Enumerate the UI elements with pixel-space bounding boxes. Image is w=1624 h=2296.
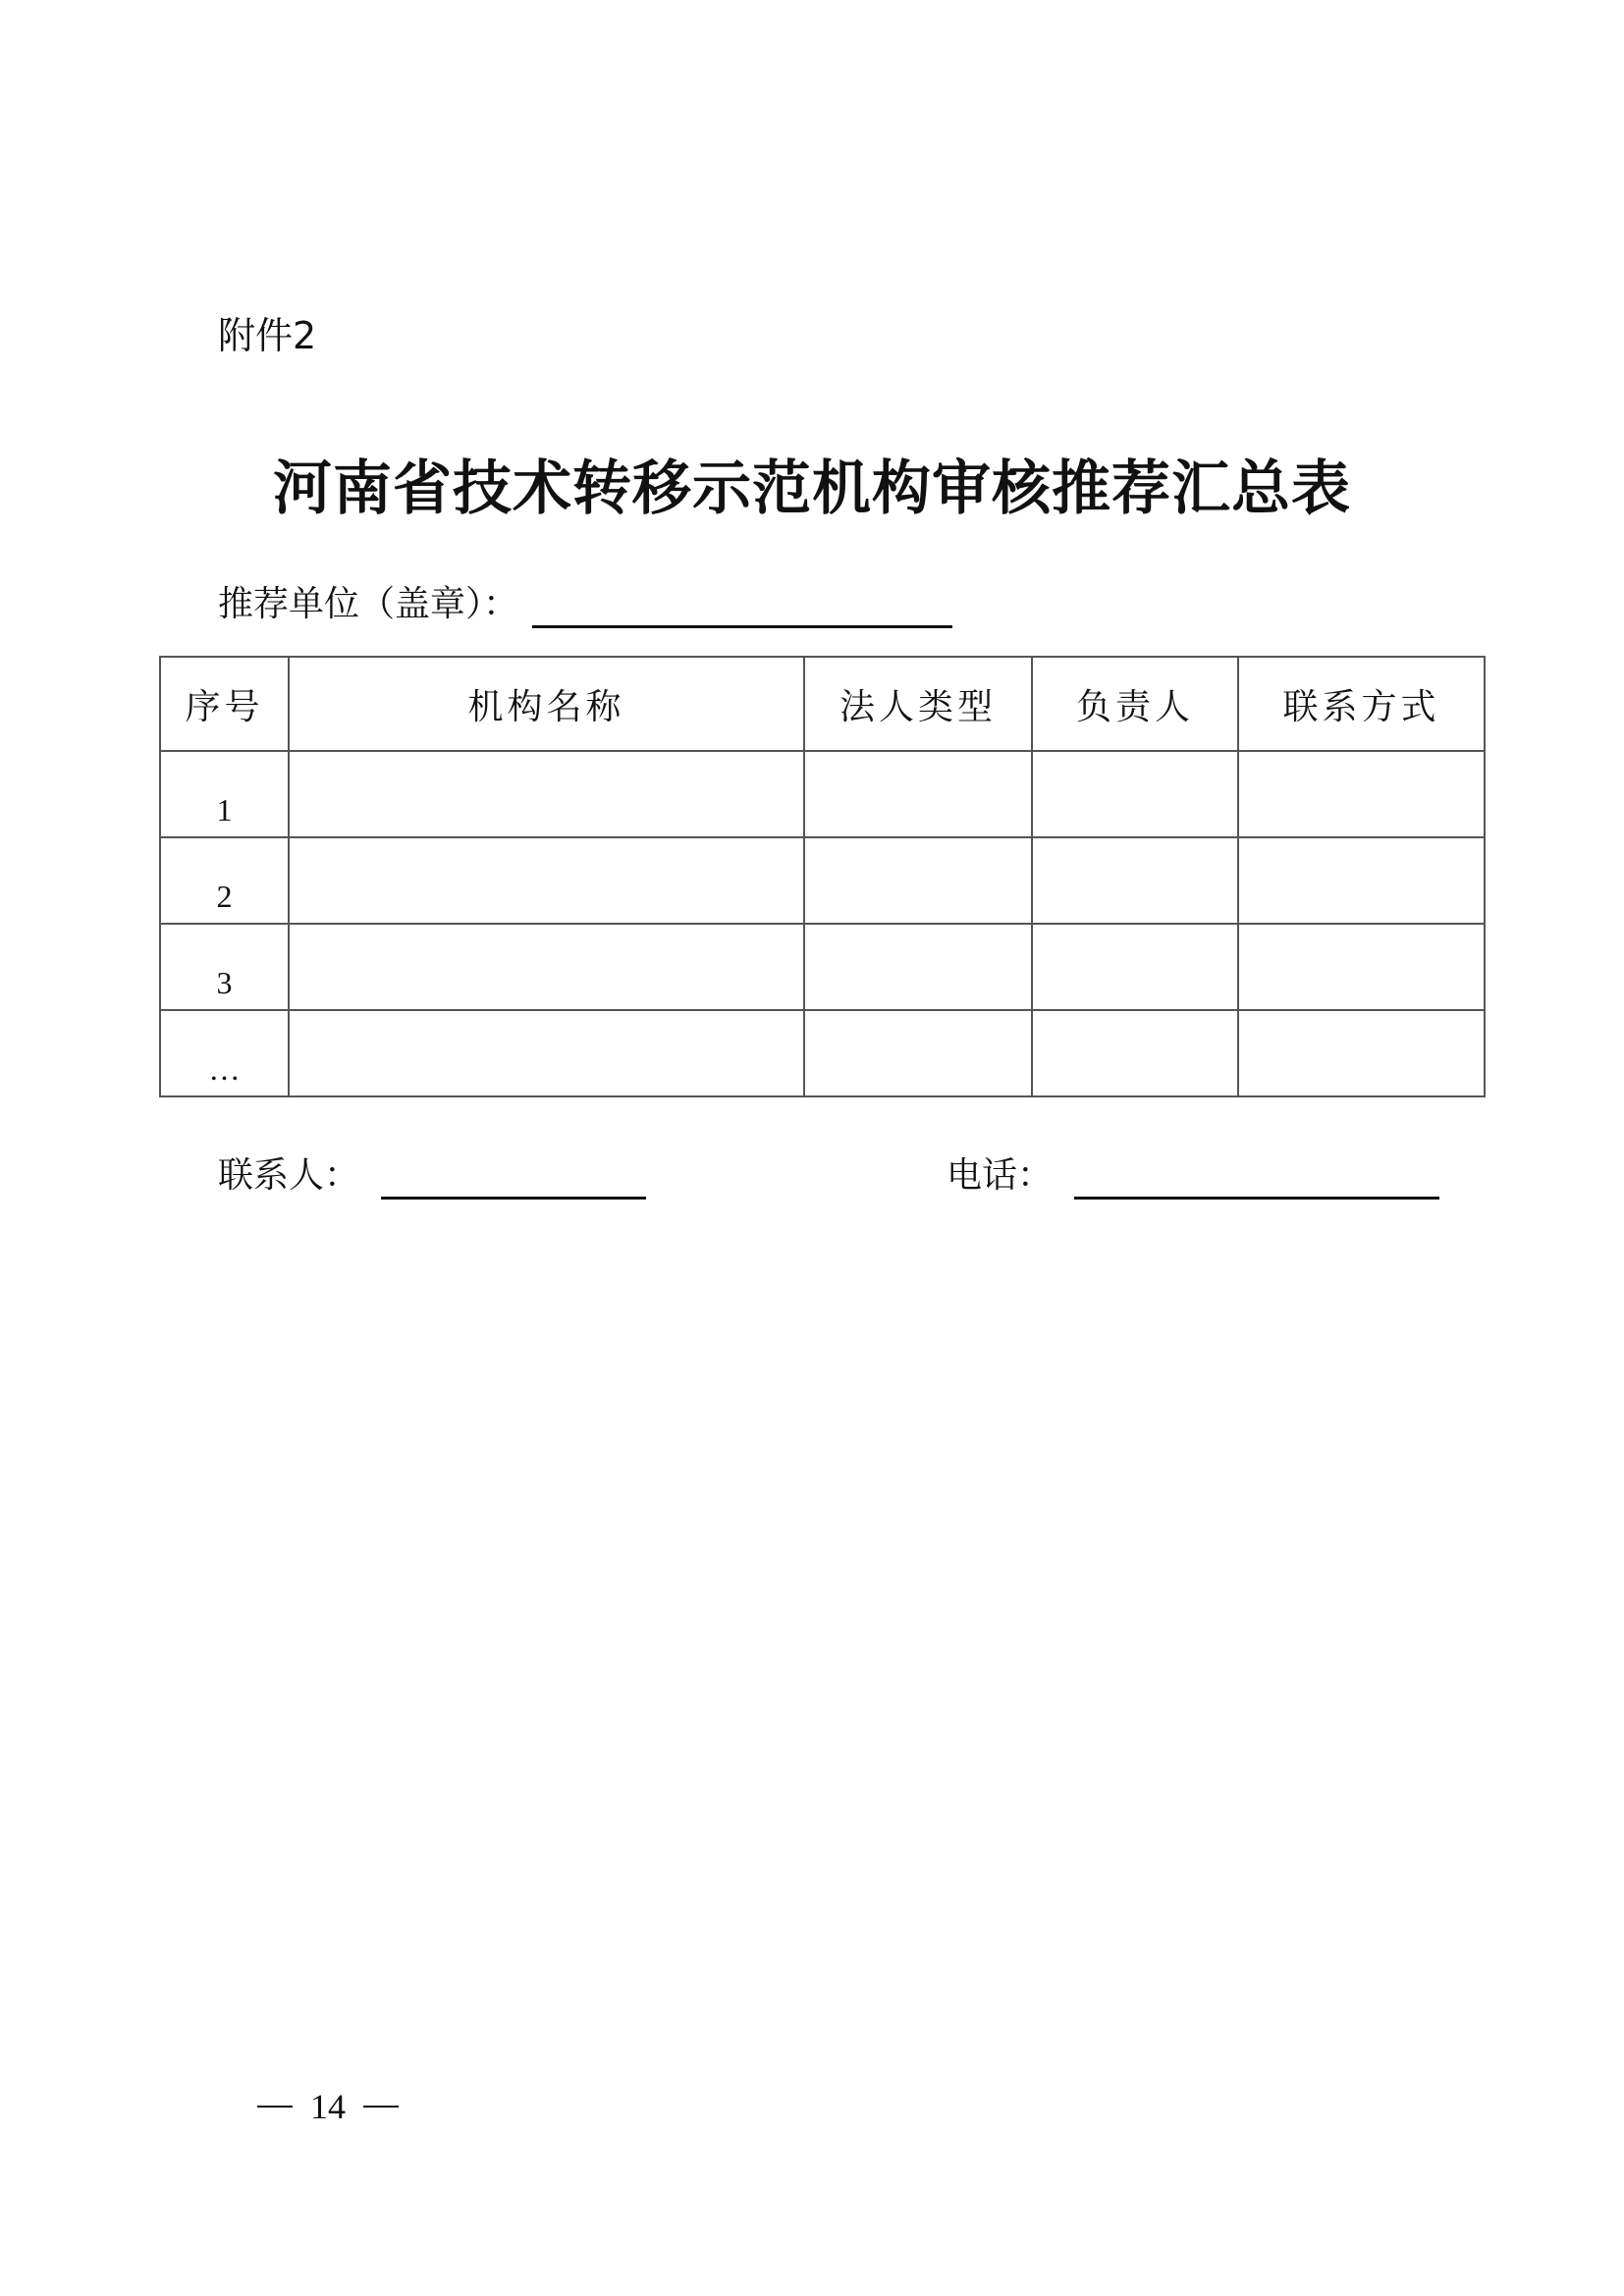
- contact-person-line: [218, 1148, 646, 1200]
- row-person-cell[interactable]: [1032, 751, 1238, 837]
- header-seq: 序号: [160, 657, 289, 751]
- phone-field[interactable]: [1074, 1157, 1439, 1200]
- row-contact-cell[interactable]: [1238, 924, 1485, 1010]
- row-person-cell[interactable]: [1032, 1010, 1238, 1096]
- phone-line: [947, 1148, 1439, 1200]
- table-row: [160, 1010, 1485, 1096]
- phone-label: 电话：: [947, 1155, 1054, 1196]
- summary-table: [159, 656, 1486, 1097]
- recommend-unit-text: 推荐单位: [218, 584, 360, 624]
- contact-person-label: 联系人：: [218, 1155, 360, 1196]
- seal-hint: （盖章）：: [359, 584, 519, 624]
- row-person-cell[interactable]: [1032, 924, 1238, 1010]
- row-legal-type-cell[interactable]: [804, 924, 1032, 1010]
- row-org-name-cell[interactable]: [289, 837, 804, 924]
- page-dash-left: [257, 2106, 293, 2108]
- header-legal-type: 法人类型: [804, 657, 1032, 751]
- row-legal-type-cell[interactable]: [804, 1010, 1032, 1096]
- table-row: [160, 924, 1485, 1010]
- page-number-text: 14: [310, 2087, 346, 2126]
- recommend-unit-label: [218, 581, 518, 628]
- row-org-name-cell[interactable]: [289, 1010, 804, 1096]
- row-org-name-cell[interactable]: [289, 751, 804, 837]
- row-seq: 3: [160, 924, 289, 1010]
- row-contact-cell[interactable]: [1238, 837, 1485, 924]
- attachment-label: 附件2: [218, 314, 317, 357]
- table-row: [160, 751, 1485, 837]
- header-person-in-charge: 负责人: [1032, 657, 1238, 751]
- recommend-unit-field[interactable]: [532, 586, 952, 628]
- header-contact-method: 联系方式: [1238, 657, 1485, 751]
- row-person-cell[interactable]: [1032, 837, 1238, 924]
- row-contact-cell[interactable]: [1238, 751, 1485, 837]
- row-seq: …: [160, 1010, 289, 1096]
- row-seq: 1: [160, 751, 289, 837]
- contact-person-field[interactable]: [381, 1157, 646, 1200]
- row-org-name-cell[interactable]: [289, 924, 804, 1010]
- page-dash-right: [363, 2106, 399, 2108]
- header-org-name: 机构名称: [289, 657, 804, 751]
- page-number: [257, 2083, 399, 2130]
- table-header-row: [160, 657, 1485, 751]
- page-title: 河南省技术转移示范机构审核推荐汇总表: [273, 454, 1351, 523]
- row-legal-type-cell[interactable]: [804, 751, 1032, 837]
- table-row: [160, 837, 1485, 924]
- row-seq: 2: [160, 837, 289, 924]
- row-legal-type-cell[interactable]: [804, 837, 1032, 924]
- recommend-unit-line: [218, 577, 952, 628]
- row-contact-cell[interactable]: [1238, 1010, 1485, 1096]
